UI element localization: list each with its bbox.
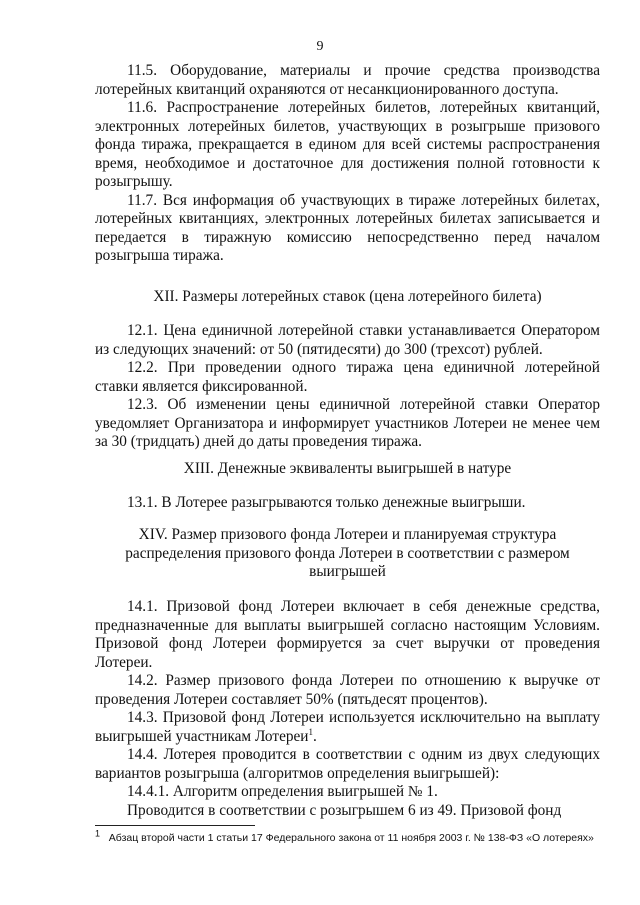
paragraph-11-5: 11.5. Оборудование, материалы и прочие средства производства лотерейных квитанций охраняются от несанкционированного доступа.	[95, 62, 600, 98]
paragraph-14-1: 14.1. Призовой фонд Лотереи включает в себя денежные средства, предназначенные для выплаты выигрышей согласно настоящим Условиям. Призовой фонд Лотереи формируется за счет выручки от проведения Лотереи.	[95, 598, 600, 671]
paragraph-12-1: 12.1. Цена единичной лотерейной ставки устанавливается Оператором из следующих значений: от 50 (пятидесяти) до 300 (трехсот) рублей.	[95, 322, 600, 358]
footnote-text: Абзац второй части 1 статьи 17 Федерального закона от 11 ноября 2003 г. № 138-ФЗ «О лотереях»	[108, 832, 594, 844]
section-13-text	[95, 494, 600, 513]
paragraph-11-6: 11.6. Распространение лотерейных билетов, лотерейных квитанций, электронных лотерейных билетов, участвующих в розыгрыше призового фонда тиража, прекращается в едином для всей системы распространения время, необходимое и достаточное для достижения полной готовности к розыгрышу.	[95, 99, 600, 190]
footnote-divider	[95, 825, 255, 826]
paragraph-12-3: 12.3. Об изменении цены единичной лотерейной ставки Оператор уведомляет Организатора и информирует участников Лотереи не менее чем за 30 (тридцать) дней до даты проведения тиража.	[95, 396, 600, 450]
footnote-reference: 1	[308, 726, 313, 737]
paragraph-14-4: 14.4. Лотерея проводится в соответствии с одним из двух следующих вариантов розыгрыша (алгоритмов определения выигрышей):	[95, 746, 600, 782]
section-11-text	[95, 62, 600, 266]
heading-14-line-1: XIV. Размер призового фонда Лотереи и планируемая структура	[138, 526, 557, 543]
heading-14-line-2: распределения призового фонда Лотереи в соответствии с размером	[125, 544, 570, 562]
heading-14-line-3: выигрышей	[309, 563, 386, 580]
heading-section-14	[95, 526, 600, 582]
paragraph-14-4-1-body: Проводится в соответствии с розыгрышем 6 из 49. Призовой фонд	[127, 801, 562, 819]
footnote	[95, 828, 615, 845]
paragraph-14-3-text: 14.3. Призовой фонд Лотереи используется исключительно на выплату выигрышей участникам Лотереи	[95, 709, 600, 745]
paragraph-13-1: 13.1. В Лотерее разыгрываются только денежные выигрыши.	[127, 494, 526, 511]
heading-section-13: XIII. Денежные эквиваленты выигрышей в натуре	[183, 460, 512, 477]
paragraph-14-4-1: 14.4.1. Алгоритм определения выигрышей № 1.	[127, 783, 438, 800]
paragraph-14-3-end: .	[312, 727, 317, 745]
page-number: 9	[316, 39, 324, 54]
paragraph-14-3	[95, 709, 600, 746]
paragraph-14-2: 14.2. Размер призового фонда Лотереи по отношению к выручке от проведения Лотереи составляет 50% (пятьдесят процентов).	[95, 672, 600, 708]
paragraph-11-7: 11.7. Вся информация об участвующих в тираже лотерейных билетах, лотерейных квитанциях, электронных лотерейных билетах записывается и передается в тиражную комиссию непосредственно перед началом розыгрыша тиража.	[95, 191, 600, 264]
footnote-marker: 1	[95, 828, 101, 839]
section-12-text	[95, 322, 600, 452]
section-14-text	[95, 598, 600, 820]
paragraph-12-2: 12.2. При проведении одного тиража цена единичной лотерейной ставки является фиксированной.	[95, 359, 600, 395]
heading-section-12: XII. Размеры лотерейных ставок (цена лотерейного билета)	[153, 288, 542, 305]
